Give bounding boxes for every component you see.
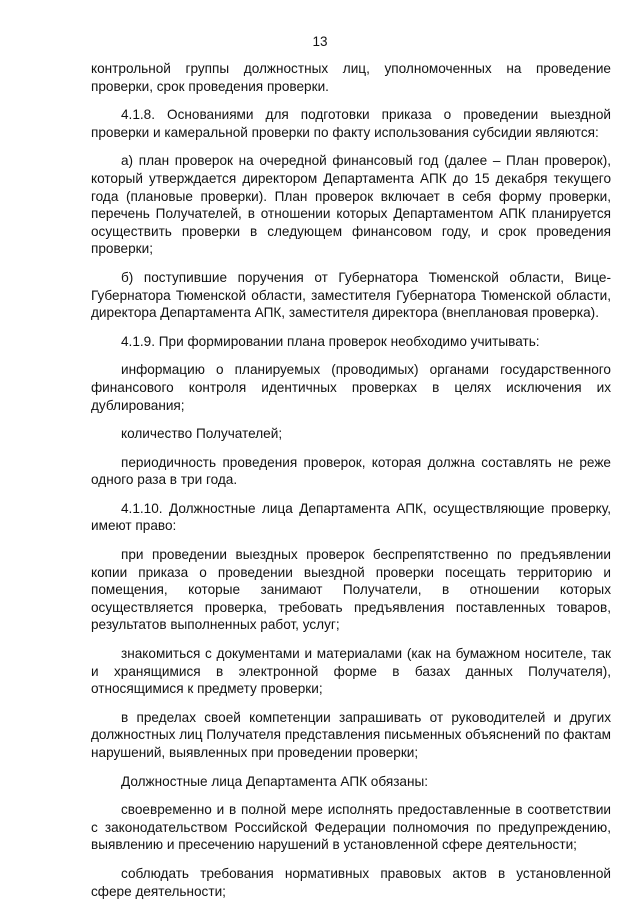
paragraph-continuation: контрольной группы должностных лиц, уполномоченных на проведение проверки, срок проведения проверки. [91,61,611,94]
paragraph-info: информацию о планируемых (проводимых) органами государственного финансового контроля идентичных проверках в целях исключения их дублирования; [91,362,611,413]
paragraph-obligation-timely: своевременно и в полной мере исполнять предоставленные в соответствии с законодательством Российской Федерации полномочия по предупреждению, выявлению и пресечению нарушений в установленной сфере деятельности; [91,802,611,853]
paragraph-obligations-heading: Должностные лица Департамента АПК обязаны: [121,773,429,789]
paragraph-right-documents: знакомиться с документами и материалами (как на бумажном носителе, так и хранящимися в электронной форме в базах данных Получателя), относящимися к предмету проверки; [91,646,611,697]
paragraph-4-1-8: 4.1.8. Основаниями для подготовки приказа о проведении выездной проверки и камеральной проверки по факту использования субсидии являются: [91,107,611,140]
page-number: 13 [312,34,328,49]
paragraph-count: количество Получателей; [121,426,283,442]
paragraph-periodicity: периодичность проведения проверок, которая должна составлять не реже одного раза в три года. [91,454,611,488]
paragraph-4-1-10: 4.1.10. Должностные лица Департамента АПК, осуществляющие проверку, имеют право: [91,500,611,534]
paragraph-right-visit: при проведении выездных проверок беспрепятственно по предъявлении копии приказа о проведении выездной проверки посещать территорию и помещения, которые занимают Получатели, в отношении которых осуществляется проверка, требовать предъявления поставленных товаров, результатов выполненных работ, услуг; [91,547,611,633]
document-body [91,60,611,911]
paragraph-4-1-9: 4.1.9. При формировании плана проверок необходимо учитывать: [121,333,540,349]
paragraph-right-request: в пределах своей компетенции запрашивать от руководителей и других должностных лиц Получателя представления письменных объяснений по фактам нарушений, выявленных при проведении проверки; [91,709,611,760]
paragraph-item-a: а) план проверок на очередной финансовый год (далее – План проверок), который утверждается директором Департамента АПК до 15 декабря текущего года (плановые проверки). План проверок включает в себя форму проверки, перечень Получателей, в отношении которых Департаментом АПК планируется осуществить проверки в следующем финансовом году, и срок проведения проверки; [91,153,611,257]
paragraph-item-b: б) поступившие поручения от Губернатора Тюменской области, Вице-Губернатора Тюменской области, заместителя Губернатора Тюменской области, директора Департамента АПК, заместителя директора (внеплановая проверка). [91,269,611,321]
paragraph-obligation-comply: соблюдать требования нормативных правовых актов в установленной сфере деятельности; [91,865,611,899]
